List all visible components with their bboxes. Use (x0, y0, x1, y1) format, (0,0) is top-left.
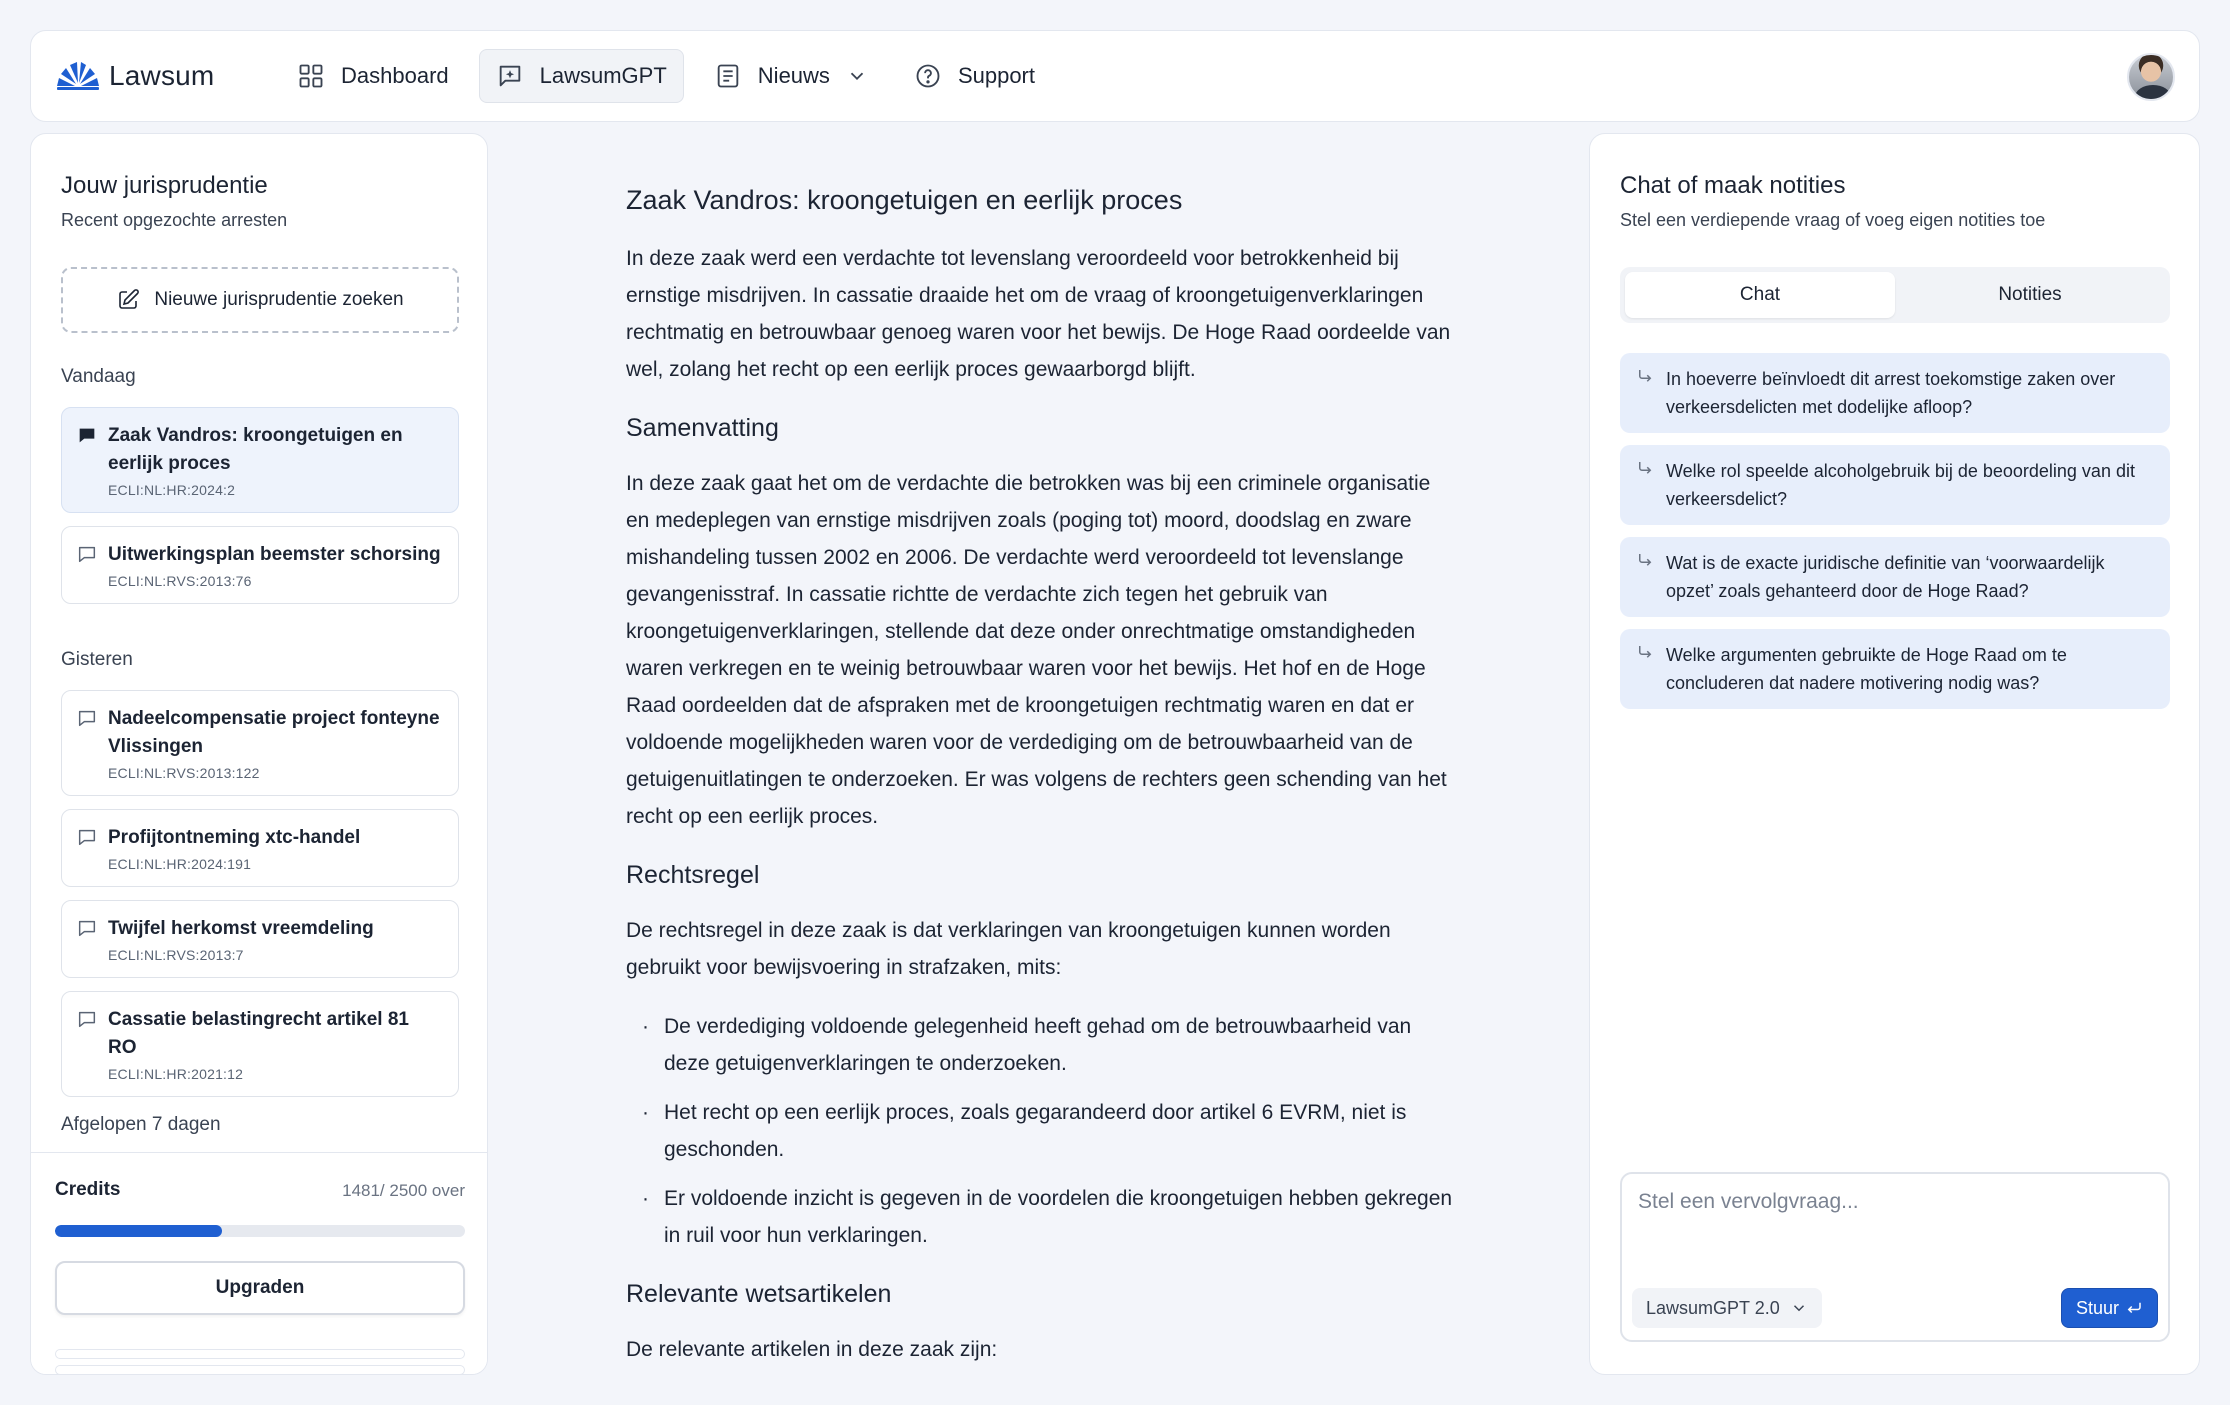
case-item[interactable] (61, 900, 459, 978)
hidden-list-item (55, 1349, 465, 1359)
model-selector[interactable] (1632, 1288, 1822, 1328)
logo[interactable] (55, 60, 281, 92)
chat-title: Chat of maak notities (1620, 172, 1846, 199)
top-navigation (30, 30, 2200, 122)
suggestion-question[interactable] (1620, 537, 2170, 617)
chat-bubble-icon (76, 543, 98, 565)
case-item[interactable] (61, 809, 459, 887)
send-button[interactable] (2061, 1288, 2158, 1328)
tab-chat[interactable]: Chat (1625, 272, 1895, 318)
follow-up-input[interactable] (1638, 1190, 2148, 1260)
case-title: Nadeelcompensatie project fonteyne Vlissingen (108, 708, 440, 757)
tab-notities[interactable]: Notities (1998, 284, 2062, 305)
chat-bubble-icon (76, 917, 98, 939)
case-item[interactable] (61, 407, 459, 513)
nav-dashboard[interactable] (281, 49, 465, 103)
sidebar-title: Jouw jurisprudentie (61, 172, 268, 199)
chevron-down-icon (846, 65, 868, 87)
suggestion-text: Wat is de exacte juridische definitie van ‘voorwaardelijk opzet’ zoals gehanteerd door de Hoge Raad? (1666, 553, 2105, 601)
rule-intro: De rechtsregel in deze zaak is dat verklaringen van kroongetuigen kunnen worden gebruikt voor bewijsvoering in strafzaken, mits: (626, 919, 1391, 979)
nav-dashboard-label: Dashboard (341, 63, 449, 88)
case-item[interactable] (61, 526, 459, 604)
case-title: Uitwerkingsplan beemster schorsing (108, 544, 441, 565)
credits-progress-bar (55, 1225, 465, 1237)
nav-lawsumgpt-label: LawsumGPT (539, 63, 667, 88)
chat-ai-icon (496, 62, 524, 90)
chat-panel (1589, 133, 2200, 1375)
corner-down-right-icon (1636, 643, 1654, 661)
new-search-button[interactable] (61, 267, 459, 333)
case-ecli: ECLI:NL:HR:2021:12 (108, 1066, 244, 1082)
group-yesterday: Gisteren (61, 649, 133, 670)
case-ecli: ECLI:NL:RVS:2013:76 (108, 573, 252, 589)
case-ecli: ECLI:NL:HR:2024:191 (108, 856, 252, 872)
suggestion-text: Welke rol speelde alcoholgebruik bij de beoordeling van dit verkeersdelict? (1666, 461, 2135, 509)
case-ecli: ECLI:NL:HR:2024:2 (108, 482, 236, 498)
suggestion-question[interactable] (1620, 629, 2170, 709)
chevron-down-icon (1790, 1299, 1808, 1317)
lawsum-logo-icon (55, 60, 101, 92)
corner-down-right-icon (1636, 367, 1654, 385)
case-article (626, 185, 1456, 1368)
case-title: Twijfel herkomst vreemdeling (108, 918, 374, 939)
help-circle-icon (914, 62, 942, 90)
case-item[interactable] (61, 991, 459, 1097)
case-item[interactable] (61, 690, 459, 796)
corner-down-right-icon (1636, 551, 1654, 569)
model-label: LawsumGPT 2.0 (1646, 1297, 1780, 1318)
chat-bubble-icon (76, 826, 98, 848)
suggestion-question[interactable] (1620, 353, 2170, 433)
summary-heading: Samenvatting (626, 414, 779, 442)
nav-nieuws-label: Nieuws (757, 63, 830, 88)
chat-subtitle: Stel een verdiepende vraag of voeg eigen notities toe (1620, 210, 2046, 230)
enter-icon (2125, 1299, 2143, 1317)
case-title: Profijtontneming xtc-handel (108, 827, 361, 848)
credits-count: 1481/ 2500 over (342, 1181, 465, 1200)
send-label: Stuur (2075, 1297, 2119, 1318)
new-search-label: Nieuwe jurisprudentie zoeken (154, 289, 404, 310)
user-avatar[interactable] (2127, 53, 2175, 101)
credits-panel (31, 1152, 488, 1375)
newspaper-icon (714, 62, 742, 90)
jurisprudence-sidebar (30, 133, 488, 1375)
credits-progress-fill (55, 1225, 222, 1237)
nav-support[interactable] (898, 49, 1051, 103)
rule-point: · De verdediging voldoende gelegenheid heeft gehad om de betrouwbaarheid van deze getuigenverklaringen te onderzoeken. (626, 1008, 1456, 1082)
chat-bubble-icon (76, 1008, 98, 1030)
case-ecli: ECLI:NL:RVS:2013:7 (108, 947, 244, 963)
articles-heading: Relevante wetsartikelen (626, 1280, 892, 1308)
edit-icon (116, 288, 140, 312)
sidebar-subtitle: Recent opgezochte arresten (61, 210, 288, 230)
case-ecli: ECLI:NL:RVS:2013:122 (108, 765, 260, 781)
rule-list (626, 1008, 1456, 1254)
grid-icon (297, 62, 325, 90)
chat-tabs (1620, 267, 2170, 323)
rule-point: · Er voldoende inzicht is gegeven in de voordelen die kroongetuigen hebben gekregen in ruil voor hun verklaringen. (626, 1180, 1456, 1254)
articles-intro: De relevante artikelen in deze zaak zijn: (626, 1338, 998, 1361)
main-nav (281, 49, 1051, 103)
case-title: Zaak Vandros: kroongetuigen en eerlijk proces (108, 425, 403, 474)
summary-text: In deze zaak gaat het om de verdachte die betrokken was bij een criminele organisatie en medeplegen van ernstige misdrijven zoals (poging tot) moord, doodslag en zware mishandeling tussen 2002 en 2006. De verdachte werd veroordeeld tot levenslange gevangenisstraf. In cassatie richtte de verdachte zich tegen het gebruik van kroongetuigenverklaringen, stellende dat deze onder onrechtmatige omstandigheden waren verkregen en te weinig betrouwbaar waren voor het bewijs. Het hof en de Hoge Raad oordeelden dat de afspraken met de kroongetuigen rechtmatig waren en dat er voldoende mogelijkheden waren voor de verdediging om de betrouwbaarheid van de getuigenuitlatingen te onderzoeken. Er was volgens de rechters geen schending van het recht op een eerlijk proces. (626, 472, 1447, 828)
group-today: Vandaag (61, 366, 136, 387)
credits-label: Credits (55, 1179, 121, 1200)
corner-down-right-icon (1636, 459, 1654, 477)
article-intro: In deze zaak werd een verdachte tot levenslang veroordeeld voor betrokkenheid bij ernstige misdrijven. In cassatie draaide het om de vraag of kroongetuigenverklaringen rechtmatig en betrouwbaar genoeg waren voor het bewijs. De Hoge Raad oordeelde van wel, zolang het recht op een eerlijk proces gewaarborgd blijft. (626, 247, 1451, 381)
nav-lawsumgpt[interactable] (479, 49, 684, 103)
chat-bubble-icon (76, 707, 98, 729)
suggestion-text: In hoeverre beïnvloedt dit arrest toekomstige zaken over verkeersdelicten met dodelijke afloop? (1666, 369, 2116, 417)
rule-point: · Het recht op een eerlijk proces, zoals gegarandeerd door artikel 6 EVRM, niet is geschonden. (626, 1094, 1456, 1168)
chat-bubble-filled-icon (76, 424, 98, 446)
rule-heading: Rechtsregel (626, 861, 760, 889)
upgrade-button[interactable]: Upgraden (55, 1261, 465, 1315)
article-title: Zaak Vandros: kroongetuigen en eerlijk proces (626, 185, 1183, 215)
hidden-list-item (55, 1365, 465, 1375)
chat-composer (1620, 1172, 2170, 1342)
suggestion-text: Welke argumenten gebruikte de Hoge Raad om te concluderen dat nadere motivering nodig was? (1666, 645, 2067, 693)
group-last-7-days: Afgelopen 7 dagen (61, 1114, 221, 1135)
app-name: Lawsum (109, 60, 215, 91)
nav-nieuws[interactable] (698, 49, 884, 103)
case-title: Cassatie belastingrecht artikel 81 RO (108, 1009, 409, 1058)
suggestion-question[interactable] (1620, 445, 2170, 525)
nav-support-label: Support (957, 63, 1035, 88)
